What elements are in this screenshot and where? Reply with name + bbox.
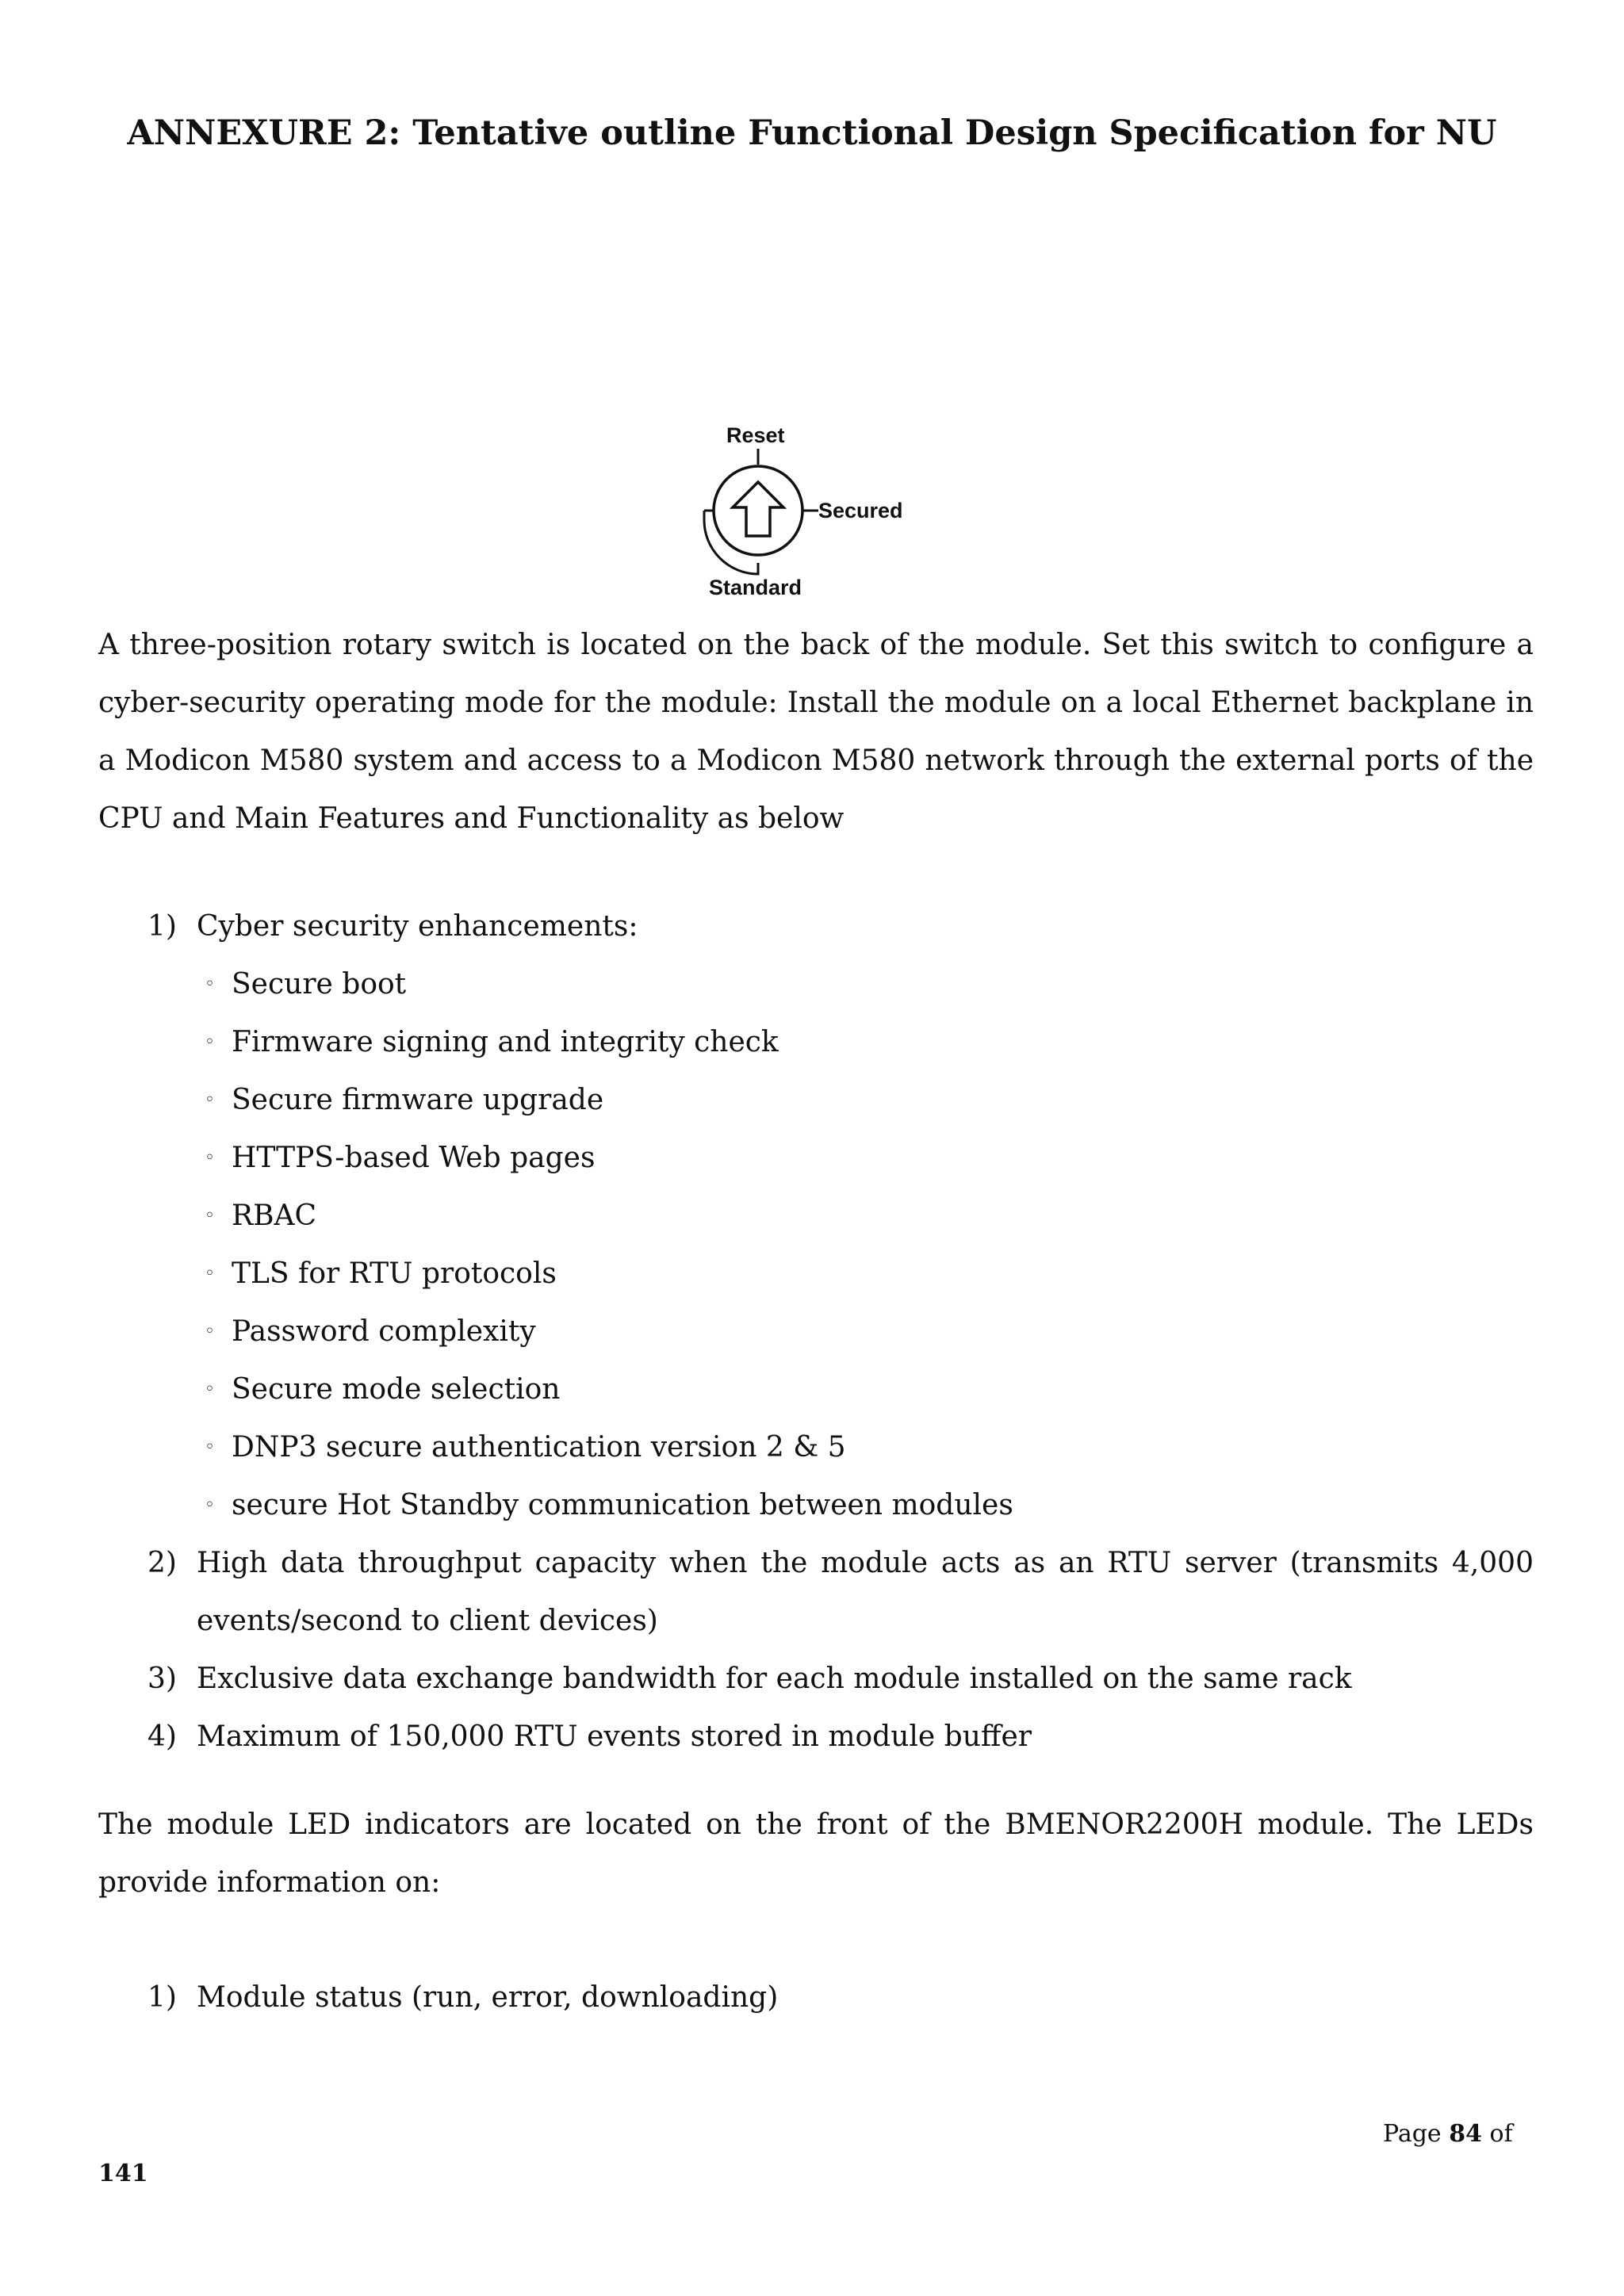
current-page: 84 [1449, 2120, 1482, 2148]
security-sublist [197, 955, 1534, 1534]
list-item [0, 1534, 1534, 1650]
bullet-icon: ◦ [205, 1380, 215, 1399]
bullet-icon: ◦ [205, 1264, 215, 1284]
item-number: 1) [147, 1981, 177, 2014]
list-item [0, 1650, 1534, 1708]
bullet-icon: ◦ [205, 1032, 215, 1052]
switch-label-secured: Secured [818, 499, 903, 522]
switch-dial [714, 466, 802, 555]
item-number: 2) [147, 1547, 177, 1579]
sub-item: ◦ Password complexity [197, 1303, 1534, 1360]
sub-item: ◦ Secure boot [197, 955, 1534, 1013]
list-item [0, 897, 1534, 1534]
item-text: Cyber security enhancements: [197, 910, 638, 943]
switch-label-standard: Standard [709, 576, 802, 599]
intro-paragraph: A three-position rotary switch is located on the back of the module. Set this switch to configure a cyber-security operating mode for the module: Install the module on a local Ethernet backplane in a Modicon M580 system and access to a Modicon M580 network through the external ports of the CPU and Main Features and Functionality as below [98, 629, 1534, 835]
led-info-list [0, 1969, 1624, 2026]
list-item [0, 1969, 1534, 2026]
bullet-icon: ◦ [205, 1148, 215, 1168]
features-list [0, 897, 1624, 1766]
bullet-icon: ◦ [205, 1495, 215, 1515]
item-number: 3) [147, 1663, 177, 1695]
rotary-switch-figure [682, 419, 936, 601]
sub-item: ◦ Secure mode selection [197, 1360, 1534, 1418]
list-item [0, 1708, 1534, 1766]
bullet-icon: ◦ [205, 1437, 215, 1457]
sub-item: ◦ RBAC [197, 1187, 1534, 1245]
switch-label-reset: Reset [726, 423, 785, 447]
arrow-up-icon [733, 482, 783, 536]
led-paragraph: The module LED indicators are located on the front of the BMENOR2200H module. The LEDs provide information on: [98, 1808, 1534, 1899]
sub-item: ◦ Secure firmware upgrade [197, 1071, 1534, 1129]
total-pages: 141 [98, 2160, 148, 2187]
sub-item: ◦ HTTPS-based Web pages [197, 1129, 1534, 1187]
sub-item: ◦ DNP3 secure authentication version 2 & 5 [197, 1418, 1534, 1476]
bullet-icon: ◦ [205, 1090, 215, 1110]
standard-arc [704, 511, 758, 574]
item-text: High data throughput capacity when the module acts as an RTU server (transmits 4,000 events/second to client devices) [197, 1547, 1534, 1637]
page-number: Page 84 of [1383, 2120, 1513, 2148]
bullet-icon: ◦ [205, 1206, 215, 1226]
page-title: ANNEXURE 2: Tentative outline Functional Design Specification for NU [127, 113, 1497, 153]
sub-item: ◦ secure Hot Standby communication between modules [197, 1476, 1534, 1534]
item-number: 1) [147, 910, 177, 943]
item-text: Maximum of 150,000 RTU events stored in module buffer [197, 1720, 1032, 1753]
item-number: 4) [147, 1720, 177, 1753]
sub-item: ◦ TLS for RTU protocols [197, 1245, 1534, 1303]
bullet-icon: ◦ [205, 1322, 215, 1341]
item-text: Exclusive data exchange bandwidth for each module installed on the same rack [197, 1663, 1352, 1695]
sub-item: ◦ Firmware signing and integrity check [197, 1013, 1534, 1071]
bullet-icon: ◦ [205, 974, 215, 994]
item-text: Module status (run, error, downloading) [197, 1981, 779, 2014]
